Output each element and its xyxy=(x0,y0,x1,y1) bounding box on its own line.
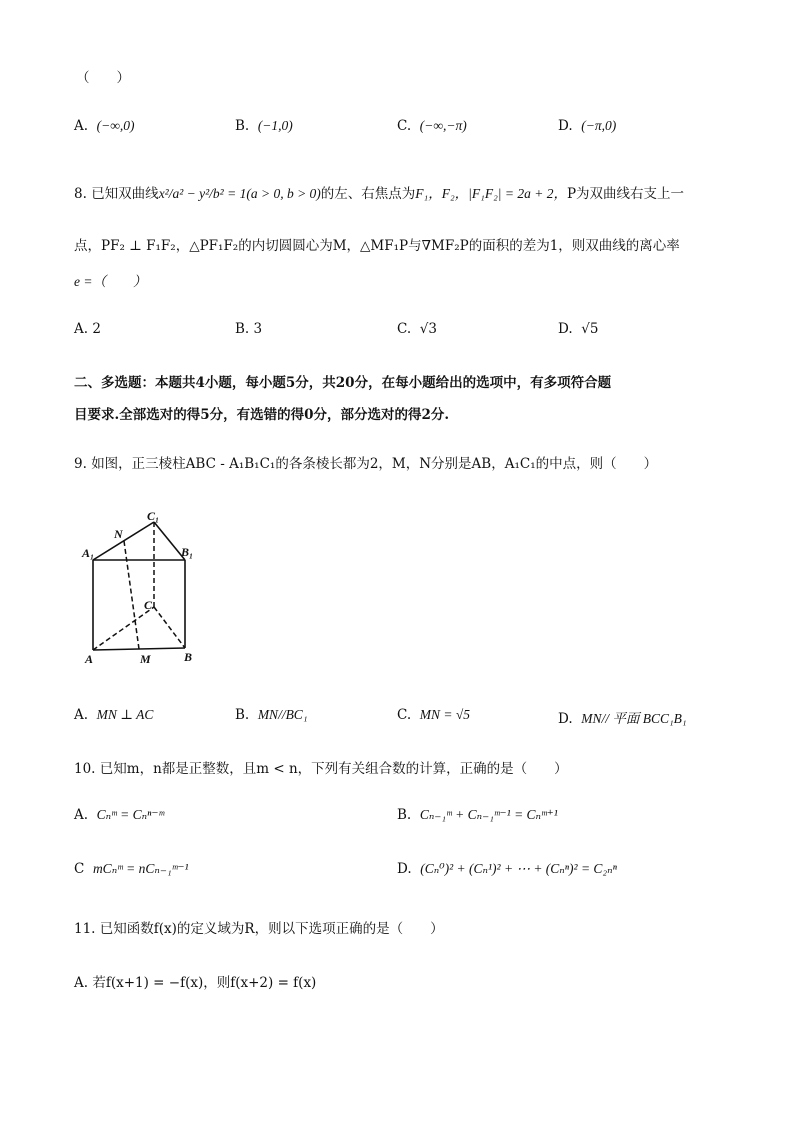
q9-option-b[interactable]: B. MN//BC₁ xyxy=(235,707,308,723)
label-m: M xyxy=(140,652,151,665)
q8-option-c[interactable]: C. √3 xyxy=(397,321,437,337)
section2-heading-line1: 二、多选题：本题共4小题，每小题5分，共20分，在每小题给出的选项中，有多项符合题 xyxy=(74,375,612,391)
label-a1: A₁ xyxy=(82,546,95,560)
q9-option-d[interactable]: D. MN// 平面 BCC₁B₁ xyxy=(558,711,687,727)
q7-option-b[interactable]: B. (−1,0) xyxy=(235,118,293,134)
q10-option-d[interactable]: D. (Cₙ⁰)² + (Cₙ¹)² + ⋯ + (Cₙⁿ)² = C₂ₙⁿ xyxy=(397,861,617,877)
q9-stem: 9. 如图，正三棱柱ABC - A₁B₁C₁的各条棱长都为2，M，N分别是AB，A₁C₁的中点，则（ ） xyxy=(74,456,658,472)
segment-mn xyxy=(124,541,139,649)
q8-stem-line1: 8. 已知双曲线x²/a² − y²/b² = 1(a > 0, b > 0)的左、右焦点为F₁，F₂，|F₁F₂| = 2a + 2，P为双曲线右支上一 xyxy=(74,186,685,202)
q8-option-a[interactable]: A. 2 xyxy=(74,321,101,337)
prism-figure xyxy=(80,505,210,665)
label-b1: B₁ xyxy=(181,545,194,559)
q11-stem: 11. 已知函数f(x)的定义域为R，则以下选项正确的是（ ） xyxy=(74,921,444,937)
q11-option-a[interactable]: A. 若f(x+1) = −f(x)，则f(x+2) = f(x) xyxy=(74,975,317,991)
q8-stem-line3: e =（ ） xyxy=(74,274,147,289)
q7-option-d[interactable]: D. (−π,0) xyxy=(558,118,617,134)
label-c: C xyxy=(144,598,153,612)
q7-option-c[interactable]: C. (−∞,−π) xyxy=(397,118,467,134)
q8-stem-line2: 点，PF₂ ⊥ F₁F₂，△PF₁F₂的内切圆圆心为M，△MF₁P与∇MF₂P的面积的差为1，则双曲线的离心率 xyxy=(74,238,680,254)
label-b: B xyxy=(184,650,193,664)
label-n: N xyxy=(114,527,123,541)
label-c1: C₁ xyxy=(147,509,160,523)
edge-a1-c1 xyxy=(93,522,154,560)
edge-c-b xyxy=(154,607,185,648)
q10-stem: 10. 已知m，n都是正整数，且m < n，下列有关组合数的计算，正确的是（ ） xyxy=(74,761,568,777)
q8-option-b[interactable]: B. 3 xyxy=(235,321,263,337)
q7-option-a[interactable]: A. (−∞,0) xyxy=(74,118,135,134)
label-a: A xyxy=(85,652,94,665)
q8-option-d[interactable]: D. √5 xyxy=(558,321,599,337)
section2-heading-line2: 目要求.全部选对的得5分，有选错的得0分，部分选对的得2分. xyxy=(74,407,450,423)
q9-option-a[interactable]: A. MN ⊥ AC xyxy=(74,707,154,723)
q10-option-a[interactable]: A. Cₙᵐ = Cₙⁿ⁻ᵐ xyxy=(74,807,165,823)
q10-option-b[interactable]: B. Cₙ₋₁ᵐ + Cₙ₋₁ᵐ⁻¹ = Cₙᵐ⁺¹ xyxy=(397,807,558,823)
q9-option-c[interactable]: C. MN = √5 xyxy=(397,707,471,723)
q7-answer-bracket: （ ） xyxy=(76,70,130,86)
edge-a-c xyxy=(93,607,154,650)
q10-option-c[interactable]: C mCₙᵐ = nCₙ₋₁ᵐ⁻¹ xyxy=(74,861,189,877)
